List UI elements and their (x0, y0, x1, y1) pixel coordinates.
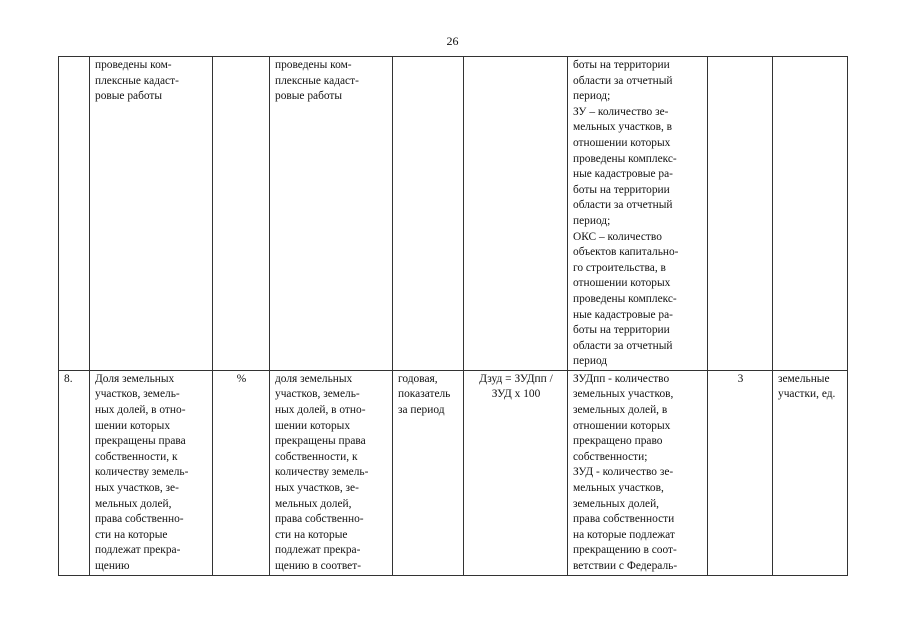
cell-source: земельные участки, ед. (773, 370, 848, 575)
cell-variables: ЗУДпп - количество земельных участков, земельных долей, в отношении которых прекращено право собственности; ЗУД - количество зе- мельных участков, земельных долей, права собственности на которые подлежат прекращению в соот- ветствии с Федераль- (568, 370, 708, 575)
cell-unit: % (213, 370, 270, 575)
cell-formula (464, 57, 568, 371)
cell-number (59, 57, 90, 371)
cell-number: 8. (59, 370, 90, 575)
cell-method (708, 57, 773, 371)
indicator-table (58, 56, 848, 576)
cell-unit (213, 57, 270, 371)
cell-periodicity (393, 57, 464, 371)
cell-method: 3 (708, 370, 773, 575)
cell-source (773, 57, 848, 371)
cell-definition: проведены ком- плексные кадаст- ровые работы (270, 57, 393, 371)
cell-variables: боты на территории области за отчетный период; ЗУ – количество зе- мельных участков, в отношении которых проведены комплекс- ные кадастровые ра- боты на территории области за отчетный период; ОКС – количество объектов капитально- го строительства, в отношении которых проведены комплекс- ные кадастровые ра- боты на территории области за отчетный период (568, 57, 708, 371)
table-row (59, 57, 848, 371)
cell-periodicity: годовая, показатель за период (393, 370, 464, 575)
cell-indicator-name: проведены ком- плексные кадаст- ровые работы (90, 57, 213, 371)
table-row (59, 370, 848, 575)
cell-definition: доля земельных участков, земель- ных долей, в отно- шении которых прекращены права собственности, к количеству земель- ных участков, зе- мельных долей, права собственно- сти на которые подлежат прекра- щению в соответ- (270, 370, 393, 575)
cell-formula: Дзуд = ЗУДпп / ЗУД х 100 (464, 370, 568, 575)
cell-indicator-name: Доля земельных участков, земель- ных долей, в отно- шении которых прекращены права собственности, к количеству земель- ных участков, зе- мельных долей, права собственно- сти на которые подлежат прекра- щению (90, 370, 213, 575)
page-number: 26 (446, 34, 459, 48)
